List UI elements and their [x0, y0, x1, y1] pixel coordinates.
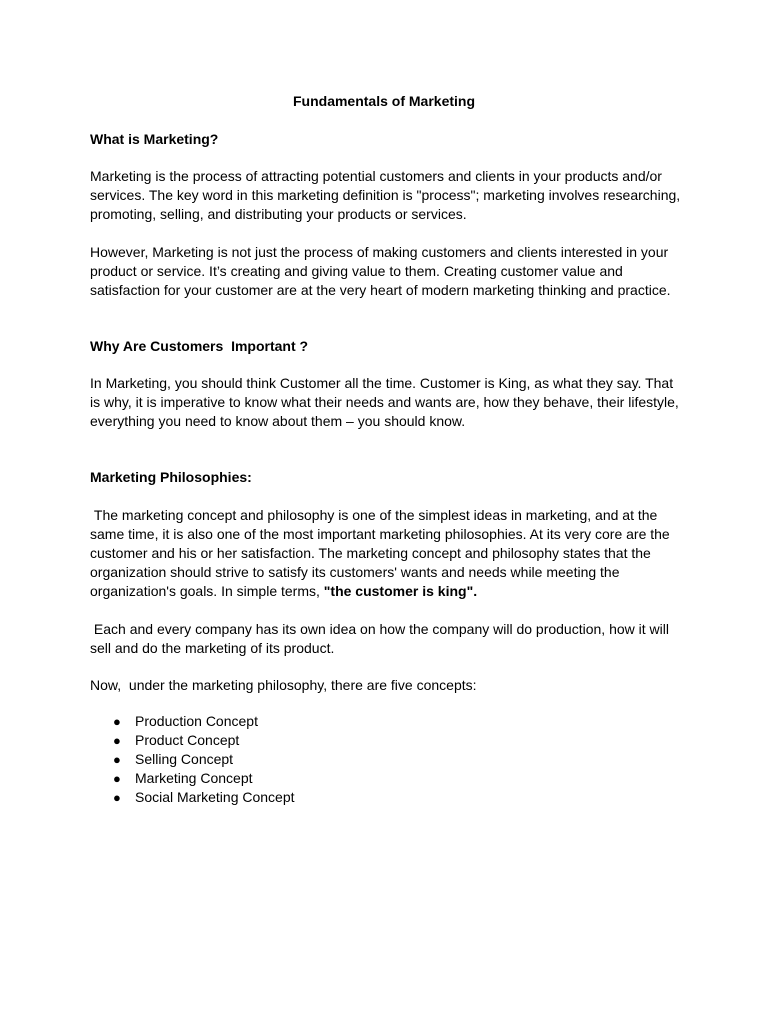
concepts-list	[90, 712, 295, 807]
bullet-icon: ●	[113, 752, 121, 767]
paragraph-marketing-concept-text: The marketing concept and philosophy is one of the simplest ideas in marketing, and at the same time, it is also one of the most important marketing philosophies. At its very core are the customer and his or her satisfaction. The marketing concept and philosophy states that the organization should strive to satisfy its customers' wants and needs while meeting the organization's goals. In simple terms,	[90, 507, 674, 599]
concept-label: Product Concept	[135, 732, 240, 748]
paragraph-marketing-definition: Marketing is the process of attracting potential customers and clients in your products and/or services. The key word in this marketing definition is "process"; marketing involves researching, promoting, selling, and distributing your products or services.	[90, 168, 685, 222]
paragraph-marketing-concept	[90, 506, 682, 601]
section-heading-what-is-marketing: What is Marketing?	[90, 131, 219, 147]
document-title: Fundamentals of Marketing	[292, 93, 476, 109]
list-item	[90, 731, 295, 750]
list-item	[90, 750, 295, 769]
list-item	[90, 712, 295, 731]
section-heading-marketing-philosophies: Marketing Philosophies:	[90, 469, 252, 485]
section-heading-why-customers-important: Why Are Customers Important ?	[90, 338, 309, 354]
paragraph-customer-is-king: In Marketing, you should think Customer all the time. Customer is King, as what they say. That is why, it is imperative to know what their needs and wants are, how they behave, their lifestyle, everything you need to know about them – you should know.	[90, 375, 683, 429]
list-item	[90, 788, 295, 807]
list-item	[90, 769, 295, 788]
bullet-icon: ●	[113, 790, 121, 805]
concept-label: Marketing Concept	[135, 770, 253, 786]
bullet-icon: ●	[113, 771, 121, 786]
paragraph-five-concepts-intro: Now, under the marketing philosophy, there are five concepts:	[90, 677, 477, 693]
emphasis-customer-is-king: "the customer is king".	[323, 583, 478, 599]
bullet-icon: ●	[113, 714, 121, 729]
paragraph-company-idea: Each and every company has its own idea on how the company will do production, how it will sell and do the marketing of its product.	[90, 621, 673, 656]
concept-label: Production Concept	[135, 713, 258, 729]
concept-label: Social Marketing Concept	[135, 789, 295, 805]
bullet-icon: ●	[113, 733, 121, 748]
paragraph-marketing-value: However, Marketing is not just the process of making customers and clients interested in your product or service. It’s creating and giving value to them. Creating customer value and satisfaction for your customer are at the very heart of modern marketing thinking and practice.	[90, 244, 673, 298]
concept-label: Selling Concept	[135, 751, 234, 767]
